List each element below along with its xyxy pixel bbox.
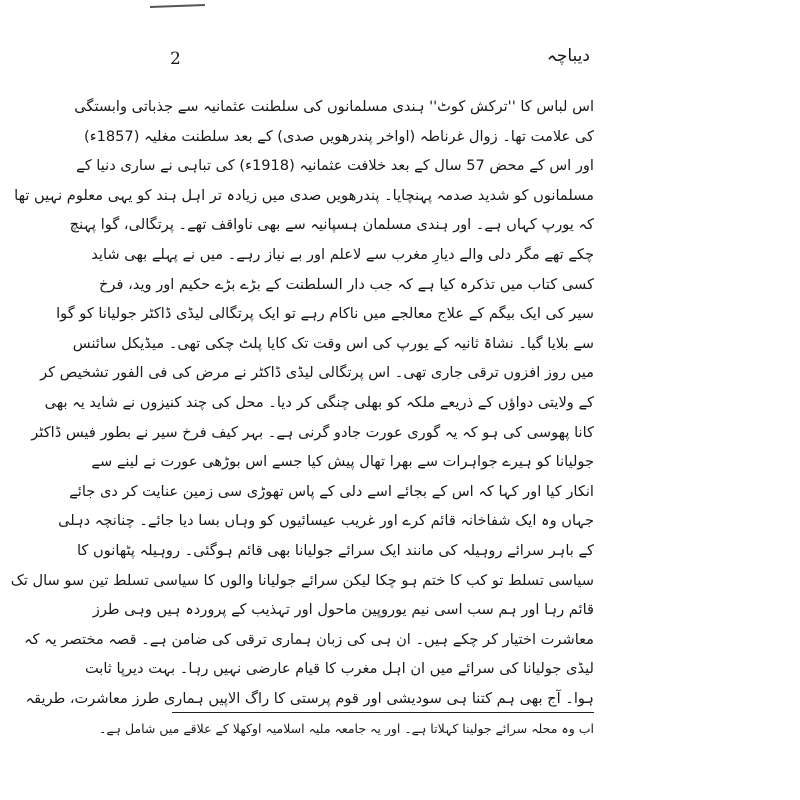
page-header — [170, 45, 590, 75]
text-line: سیاسی تسلط تو کب کا ختم ہو چکا لیکن سرائے جولیانا والوں کا سیاسی تسلط تین سو سال تک — [10, 571, 594, 589]
text-line: کے باہر سرائے روہیلہ کی مانند ایک سرائے جولیانا بھی قائم ہوگئی۔ روہیلہ پٹھانوں کا — [76, 541, 594, 559]
footnote-text: اب وہ محلہ سرائے جولینا کہلاتا ہے۔ اور یہ جامعہ ملیہ اسلامیہ اوکھلا کے علاقے میں شامل ہے۔ — [99, 721, 594, 736]
text-line: اس لباس کا ''ترکش کوٹ'' ہندی مسلمانوں کی سلطنت عثمانیہ سے جذباتی وابستگی — [74, 98, 594, 115]
text-line: جہاں وہ ایک شفاخانہ قائم کرے اور غریب عیسائیوں کو وہاں بسا دیا جائے۔ چنانچہ دہلی — [58, 512, 594, 530]
text-line: ہوا۔ آج بھی ہم کتنا ہی سودیشی اور قوم پرستی کا راگ الاپیں ہماری طرز معاشرت، طریقہ — [25, 689, 594, 707]
text-line: مسلمانوں کو شدید صدمہ پہنچایا۔ پندرھویں صدی میں زیادہ تر اہل ہند کو یہی معلوم نہیں تھا — [14, 186, 594, 204]
scan-mark — [150, 4, 205, 8]
footnote — [99, 718, 594, 740]
page-number: 2 — [170, 49, 181, 69]
text-line: معاشرت اختیار کر چکے ہیں۔ ان ہی کی زبان ہماری ترقی کی ضامن ہے۔ قصہ مختصر یہ کہ — [23, 630, 594, 648]
running-head: دیباچہ — [546, 46, 590, 66]
text-line: کی علامت تھا۔ زوال غرناطہ (اواخر پندرھویں صدی) کے بعد سلطنت مغلیہ (1857ء) — [84, 127, 594, 145]
body-text — [10, 92, 594, 713]
text-line: کسی کتاب میں تذکرہ کیا ہے کہ جب دار السلطنت کے بڑے بڑے حکیم اور وید، فرخ — [98, 275, 594, 293]
text-line: چکے تھے مگر دلی والے دیارِ مغرب سے لاعلم اور بے نیاز رہے۔ میں نے پہلے بھی شاید — [91, 245, 594, 263]
footnote-rule — [172, 712, 594, 713]
text-line: کے ولایتی دواؤں کے ذریعے ملکہ کو بھلی چنگی کر دیا۔ محل کی چند کنیزوں نے شاید یہ بھی — [44, 393, 594, 411]
text-line: سیر کی ایک بیگم کے علاج معالجے میں ناکام رہے تو ایک پرتگالی لیڈی ڈاکٹر جولیانا کو گوا — [56, 305, 594, 323]
text-line: میں روز افزوں ترقی جاری تھی۔ اس پرتگالی لیڈی ڈاکٹر نے مرض کی فی الفور تشخیص کر — [40, 364, 594, 382]
text-line: اور اس کے محض 57 سال کے بعد خلافت عثمانیہ (1918ء) کی تباہی نے ساری دنیا کے — [76, 157, 594, 175]
text-line: جولیانا کو ہیرے جواہرات سے بھرا تھال پیش کیا جسے اس بوڑھی عورت نے لینے سے — [91, 453, 594, 471]
text-line: انکار کیا اور کہا کہ اس کے بجائے اسے دلی کے پاس تھوڑی سی زمین عنایت کر دی جائے — [69, 482, 594, 500]
text-line: سے بلایا گیا۔ نشاۃ ثانیہ کے یورپ کی اس وقت تک کایا پلٹ چکی تھی۔ میڈیکل سائنس — [72, 334, 594, 352]
text-line: کہ یورپ کہاں ہے۔ اور ہندی مسلمان ہسپانیہ سے بھی ناواقف تھے۔ پرتگالی، گوا پہنچ — [69, 216, 594, 234]
text-line: کانا پھوسی کی ہو کہ یہ گوری عورت جادو گرنی ہے۔ بہر کیف فرخ سیر نے بطور فیس ڈاکٹر — [31, 423, 594, 441]
text-line: لیڈی جولیانا کی سرائے میں ان اہل مغرب کا قیام عارضی نہیں رہا۔ بہت دیرپا ثابت — [84, 660, 594, 678]
text-line: قائم رہا اور ہم سب اسی نیم یوروپین ماحول اور تہذیب کے پروردہ ہیں وہی طرز — [92, 601, 594, 619]
